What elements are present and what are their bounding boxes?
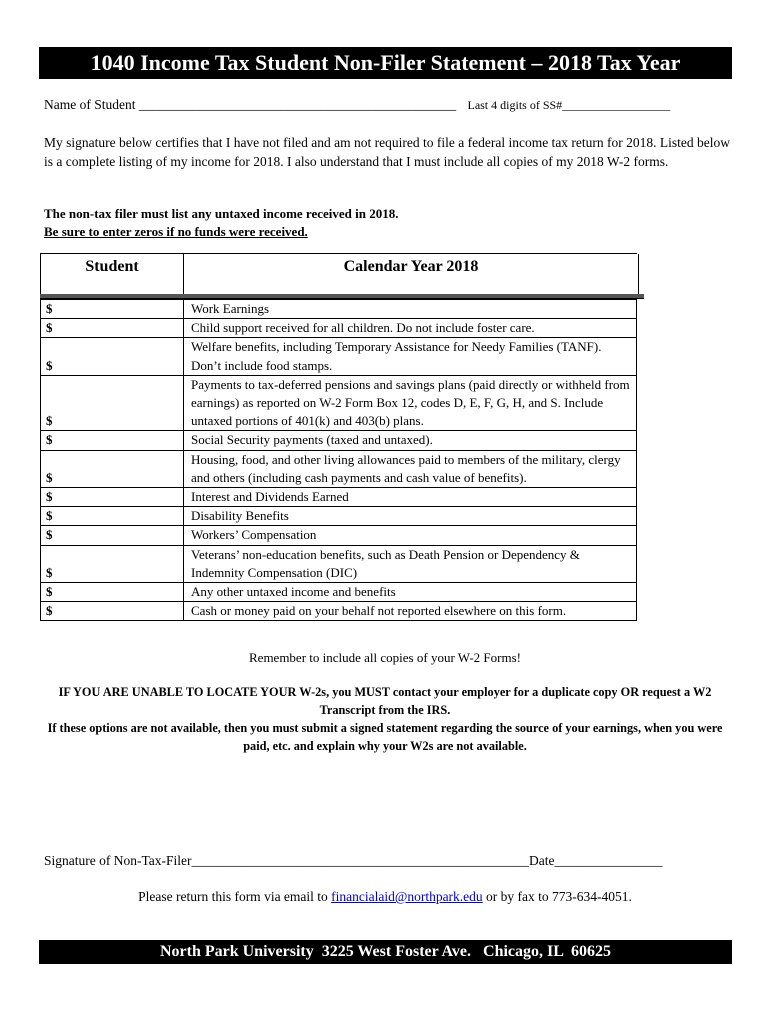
income-description: Veterans’ non-education benefits, such as Death Pension or Dependency & Indemnity Compensation (DIC)	[184, 545, 637, 582]
date-field[interactable]: Date________________	[529, 853, 663, 868]
income-row	[41, 319, 637, 338]
amount-cell[interactable]: $	[41, 375, 184, 431]
income-description: Interest and Dividends Earned	[184, 488, 637, 507]
return-instructions	[0, 889, 770, 905]
amount-cell[interactable]: $	[41, 602, 184, 621]
nontax-line-1: The non-tax filer must list any untaxed income received in 2018.	[44, 206, 399, 221]
header-student: Student	[41, 254, 184, 294]
income-description: Social Security payments (taxed and untaxed).	[184, 431, 637, 450]
ssn-last4-field[interactable]: Last 4 digits of SS#__________________	[467, 98, 671, 112]
income-row	[41, 375, 637, 431]
email-link[interactable]: financialaid@northpark.edu	[331, 889, 483, 904]
warning-line-1: IF YOU ARE UNABLE TO LOCATE YOUR W-2s, you MUST contact your employer for a duplicate copy OR request a W2 Transcript from the IRS.	[58, 685, 712, 717]
amount-cell[interactable]: $	[41, 338, 184, 375]
nontax-line-2: Be sure to enter zeros if no funds were received.	[44, 224, 308, 239]
return-text-after: or by fax to 773-634-4051.	[482, 889, 632, 904]
amount-cell[interactable]: $	[41, 545, 184, 582]
signature-line	[44, 853, 734, 869]
income-row	[41, 300, 637, 319]
amount-cell[interactable]: $	[41, 526, 184, 545]
signature-field[interactable]: Signature of Non-Tax-Filer__________________________________________________	[44, 853, 530, 868]
amount-cell[interactable]: $	[41, 488, 184, 507]
return-text-before: Please return this form via email to	[138, 889, 332, 904]
income-description: Payments to tax-deferred pensions and savings plans (paid directly or withheld from earnings) as reported on W-2 Form Box 12, codes D, E, F, G, H, and S. Include untaxed portions of 401(k) and 403(b) plans.	[184, 375, 637, 431]
income-row	[41, 507, 637, 526]
income-description: Any other untaxed income and benefits	[184, 583, 637, 602]
income-row	[41, 545, 637, 582]
income-description: Child support received for all children. Do not include foster care.	[184, 319, 637, 338]
income-row	[41, 431, 637, 450]
income-row	[41, 526, 637, 545]
income-row	[41, 450, 637, 487]
income-table-header	[40, 254, 639, 294]
certification-text: My signature below certifies that I have not filed and am not required to file a federal income tax return for 2018. Listed below is a complete listing of my income for 2018. I also understand that I must include all copies of my 2018 W-2 forms.	[44, 135, 731, 169]
nontax-instructions	[44, 205, 399, 241]
w2-warning	[40, 683, 730, 755]
income-description: Cash or money paid on your behalf not reported elsewhere on this form.	[184, 602, 637, 621]
footer-address: North Park University 3225 West Foster Ave. Chicago, IL 60625	[39, 940, 732, 964]
header-calendar-year: Calendar Year 2018	[343, 258, 479, 275]
income-row	[41, 338, 637, 375]
income-description: Welfare benefits, including Temporary Assistance for Needy Families (TANF). Don’t include food stamps.	[184, 338, 637, 375]
income-description: Housing, food, and other living allowances paid to members of the military, clergy and others (including cash payments and cash value of benefits).	[184, 450, 637, 487]
income-description: Workers’ Compensation	[184, 526, 637, 545]
w2-reminder: Remember to include all copies of your W-2 Forms!	[249, 650, 521, 665]
amount-cell[interactable]: $	[41, 450, 184, 487]
student-name-field[interactable]: Name of Student _______________________________________________	[44, 97, 457, 112]
amount-cell[interactable]: $	[41, 583, 184, 602]
income-row	[41, 602, 637, 621]
amount-cell[interactable]: $	[41, 431, 184, 450]
income-row	[41, 488, 637, 507]
income-description: Disability Benefits	[184, 507, 637, 526]
amount-cell[interactable]: $	[41, 300, 184, 319]
amount-cell[interactable]: $	[41, 319, 184, 338]
income-table	[40, 299, 637, 621]
name-line	[44, 97, 734, 113]
income-description: Work Earnings	[184, 300, 637, 319]
amount-cell[interactable]: $	[41, 507, 184, 526]
warning-line-2: If these options are not available, then you must submit a signed statement regarding the source of your earnings, when you were paid, etc. and explain why your W2s are not available.	[47, 721, 723, 753]
income-row	[41, 583, 637, 602]
form-title: 1040 Income Tax Student Non-Filer Statement – 2018 Tax Year	[39, 47, 732, 79]
